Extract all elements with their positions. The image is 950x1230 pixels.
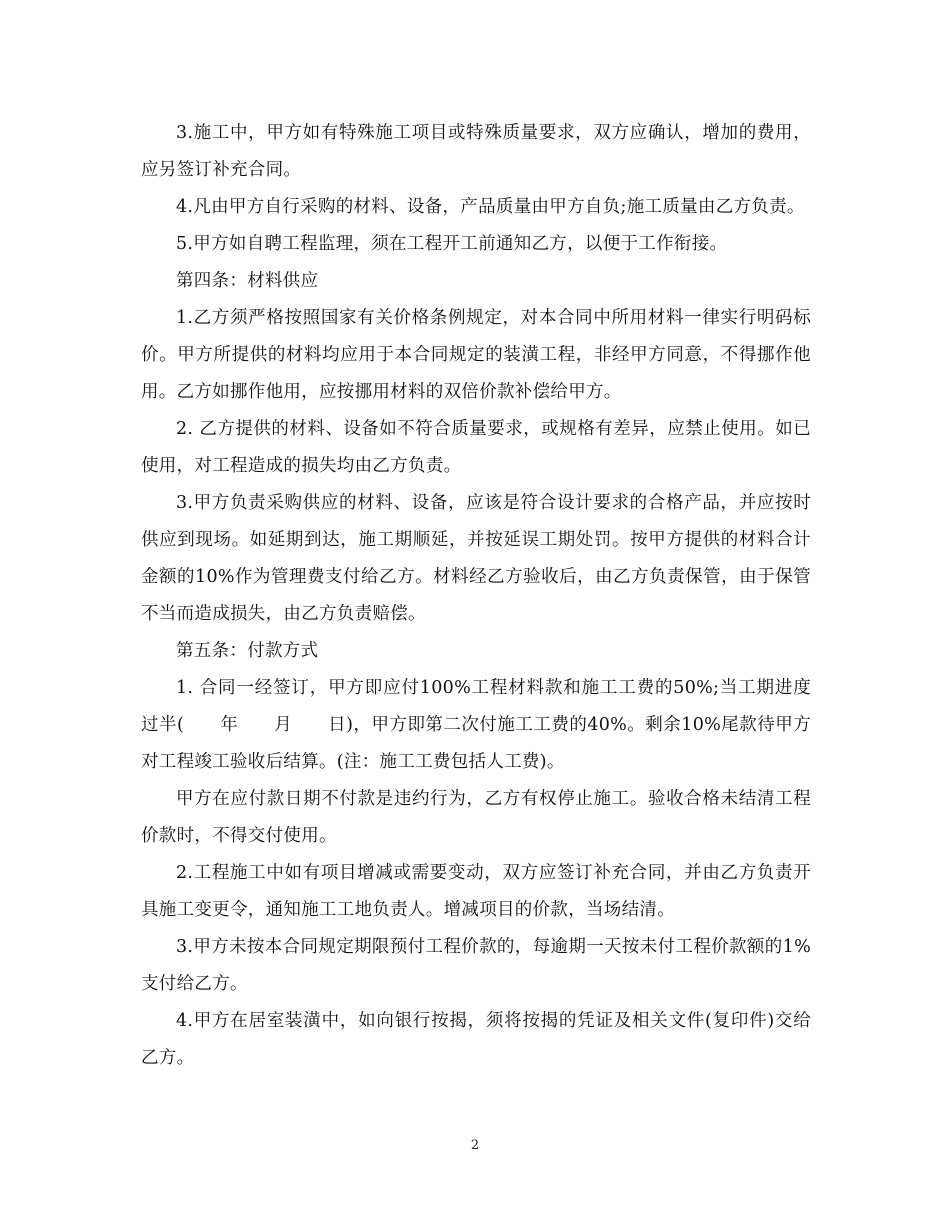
article-4-clause-1: 1.乙方须严格按照国家有关价格条例规定，对本合同中所用材料一律实行明码标价。甲方所提供的材料均应用于本合同规定的装潢工程，非经甲方同意，不得挪作他用。乙方如挪作他用，应按挪用材料的双倍价款补偿给甲方。 (141, 308, 811, 402)
article-5-clause-4: 4.甲方在居室装潢中，如向银行按揭，须将按揭的凭证及相关文件(复印件)交给乙方。 (141, 1011, 811, 1068)
article-5-clause-2: 2.工程施工中如有项目增减或需要变动，双方应签订补充合同，并由乙方负责开具施工变更令，通知施工工地负责人。增减项目的价款，当场结清。 (141, 863, 811, 920)
clause-5-supervision: 5.甲方如自聘工程监理，须在工程开工前通知乙方，以便于工作衔接。 (176, 234, 728, 254)
page-number: 2 (470, 1138, 480, 1153)
clause-4-materials-quality: 4.凡由甲方自行采购的材料、设备，产品质量由甲方自负;施工质量由乙方负责。 (176, 197, 805, 217)
article-5-clause-3: 3.甲方未按本合同规定期限预付工程价款的，每逾期一天按未付工程价款额的1%支付给乙方。 (141, 937, 811, 994)
article-5-clause-1: 1. 合同一经签订，甲方即应付100%工程材料款和施工工费的50%;当工期进度过半( 年 月 日)，甲方即第二次付施工工费的40%。剩余10%尾款待甲方对工程竣工验收后结算。(注：施工工费包括人工费)。 (141, 678, 811, 772)
article-4-clause-3: 3.甲方负责采购供应的材料、设备，应该是符合设计要求的合格产品，并应按时供应到现场。如延期到达，施工期顺延，并按延误工期处罚。按甲方提供的材料合计金额的10%作为管理费支付给乙方。材料经乙方验收后，由乙方负责保管，由于保管不当而造成损失，由乙方负责赔偿。 (141, 493, 811, 624)
clause-3-special-requirements: 3.施工中，甲方如有特殊施工项目或特殊质量要求，双方应确认，增加的费用，应另签订补充合同。 (141, 123, 811, 180)
document-body (141, 115, 811, 1077)
article-4-clause-2: 2. 乙方提供的材料、设备如不符合质量要求，或规格有差异，应禁止使用。如已使用，对工程造成的损失均由乙方负责。 (141, 419, 811, 476)
article-5-breach-note: 甲方在应付款日期不付款是违约行为，乙方有权停止施工。验收合格未结清工程价款时，不得交付使用。 (141, 789, 811, 846)
article-4-heading: 第四条：材料供应 (176, 271, 319, 291)
article-5-heading: 第五条：付款方式 (176, 641, 319, 661)
